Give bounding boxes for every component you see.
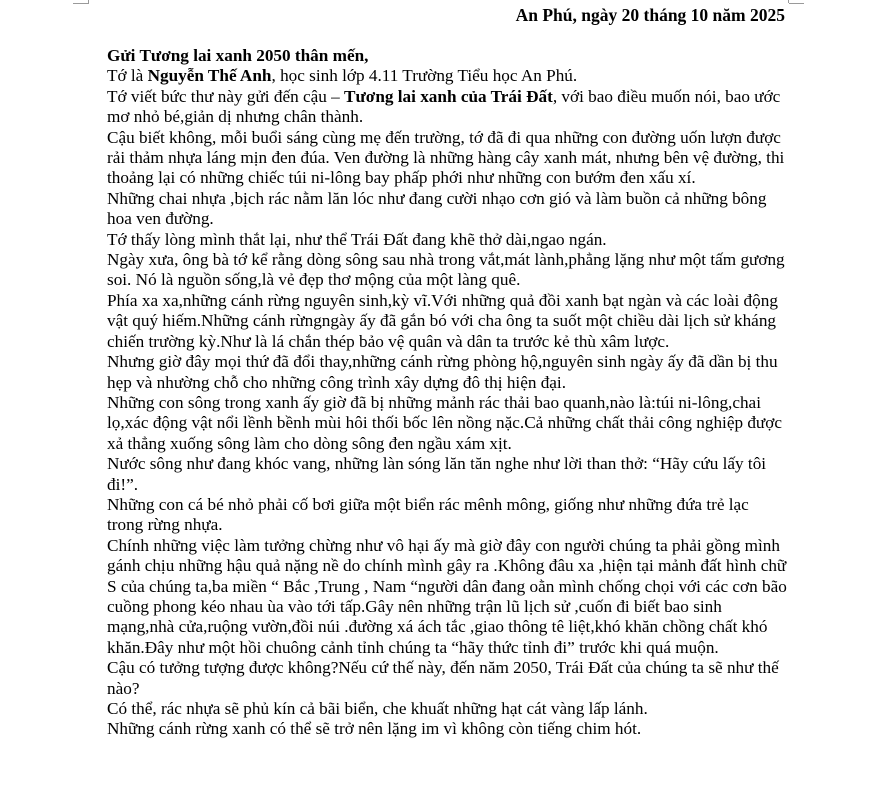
purpose-suffix: , với bao điều muốn nói, bao ước mơ nhỏ bé,giản dị nhưng chân thành. <box>107 86 781 127</box>
body-paragraph: Tớ thấy lòng mình thắt lại, như thể Trái Đất đang khẽ thở dài,ngao ngán. <box>107 229 607 249</box>
page-margin-mark-right <box>788 0 789 3</box>
body-paragraph: Ngày xưa, ông bà tớ kể rằng dòng sông sau nhà trong vắt,mát lành,phẳng lặng như một tấm gương soi. Nó là nguồn sống,là vẻ đẹp thơ mộng của một làng quê. <box>107 250 785 290</box>
body-paragraph: Nhưng giờ đây mọi thứ đã đổi thay,những cánh rừng phòng hộ,nguyên sinh ngày ấy đã dần bị thu hẹp và nhường chỗ cho những công trình xây dựng đô thị hiện đại. <box>107 352 778 392</box>
body-paragraph: Nước sông như đang khóc vang, những làn sóng lăn tăn nghe như lời than thở: “Hãy cứu lấy tôi đi!”. <box>107 454 767 494</box>
purpose-paragraph <box>107 87 787 128</box>
body-paragraph: Những chai nhựa ,bịch rác nằm lăn lóc như đang cười nhạo cơn gió và làm buồn cả những bông hoa ven đường. <box>107 188 767 229</box>
intro-suffix: , học sinh lớp 4.11 Trường Tiểu học An Phú. <box>271 66 578 86</box>
letter-body <box>107 46 787 740</box>
body-paragraph: Có thể, rác nhựa sẽ phủ kín cả bãi biển, che khuất những hạt cát vàng lấp lánh. <box>107 699 648 718</box>
intro-paragraph <box>107 66 787 86</box>
body-paragraph: Những cánh rừng xanh có thể sẽ trở nên lặng im vì không còn tiếng chim hót. <box>107 719 642 739</box>
body-paragraph: Cậu biết không, mỗi buổi sáng cùng mẹ đến trường, tớ đã đi qua những con đường uốn lượn được rải thảm nhựa láng mịn đen đúa. Ven đường là những hàng cây xanh mát, nhưng bên vệ đường, thi thoảng lại có những chiếc túi ni-lông bay phấp phới như những con bướm đen xấu xí. <box>107 127 785 188</box>
recipient-name: Tương lai xanh của Trái Đất <box>344 86 553 106</box>
intro-prefix: Tớ là <box>107 66 148 86</box>
body-paragraph: Cậu có tưởng tượng được không?Nếu cứ thế này, đến năm 2050, Trái Đất của chúng ta sẽ như thế nào? <box>107 658 779 698</box>
letter-greeting: Gửi Tương lai xanh 2050 thân mến, <box>107 46 369 65</box>
body-paragraph: Những con cá bé nhỏ phải cố bơi giữa một biển rác mênh mông, giống như những đứa trẻ lạc trong rừng nhựa. <box>107 494 749 535</box>
purpose-prefix: Tớ viết bức thư này gửi đến cậu – <box>107 86 345 106</box>
body-paragraph: Chính những việc làm tưởng chừng như vô hại ấy mà giờ đây con người chúng ta phải gồng mình gánh chịu những hậu quả nặng nề do chính mình gây ra .Không đâu xa ,hiện tại mảnh đất hình chữ S của chúng ta,ba miền “ Bắc ,Trung , Nam “người dân đang oằn mình chống chọi với các cơn bão cuồng phong kéo nhau ùa vào tới tấp.Gây nên những trận lũ lịch sử ,cuốn đi biết bao sinh mạng,nhà cửa,ruộng vườn,đồi núi .đường xá ách tắc ,giao thông tê liệt,khó khăn chồng chất khó khăn.Đây như một hồi chuông cảnh tỉnh chúng ta “hãy thức tỉnh đi” trước khi quá muộn. <box>107 535 787 657</box>
page-margin-mark-left <box>88 0 89 4</box>
letter-date: An Phú, ngày 20 tháng 10 năm 2025 <box>515 5 785 25</box>
author-name: Nguyễn Thế Anh <box>147 66 272 86</box>
body-paragraph: Những con sông trong xanh ấy giờ đã bị những mảnh rác thải bao quanh,nào là:túi ni-lông,chai lọ,xác động vật nổi lềnh bềnh mùi hôi thối bốc lên nồng nặc.Cả những chất thải công nghiệp được xả thẳng xuống sông làm cho dòng sông đen ngầu xám xịt. <box>107 392 782 453</box>
body-paragraph: Phía xa xa,những cánh rừng nguyên sinh,kỳ vĩ.Với những quả đồi xanh bạt ngàn và các loài động vật quý hiếm.Những cánh rừngngày ấy đã gắn bó với cha ông ta suốt một chiều dài lịch sử kháng chiến trường kỳ.Như là lá chắn thép bảo vệ quân và dân ta trước kẻ thù xâm lược. <box>107 290 778 351</box>
